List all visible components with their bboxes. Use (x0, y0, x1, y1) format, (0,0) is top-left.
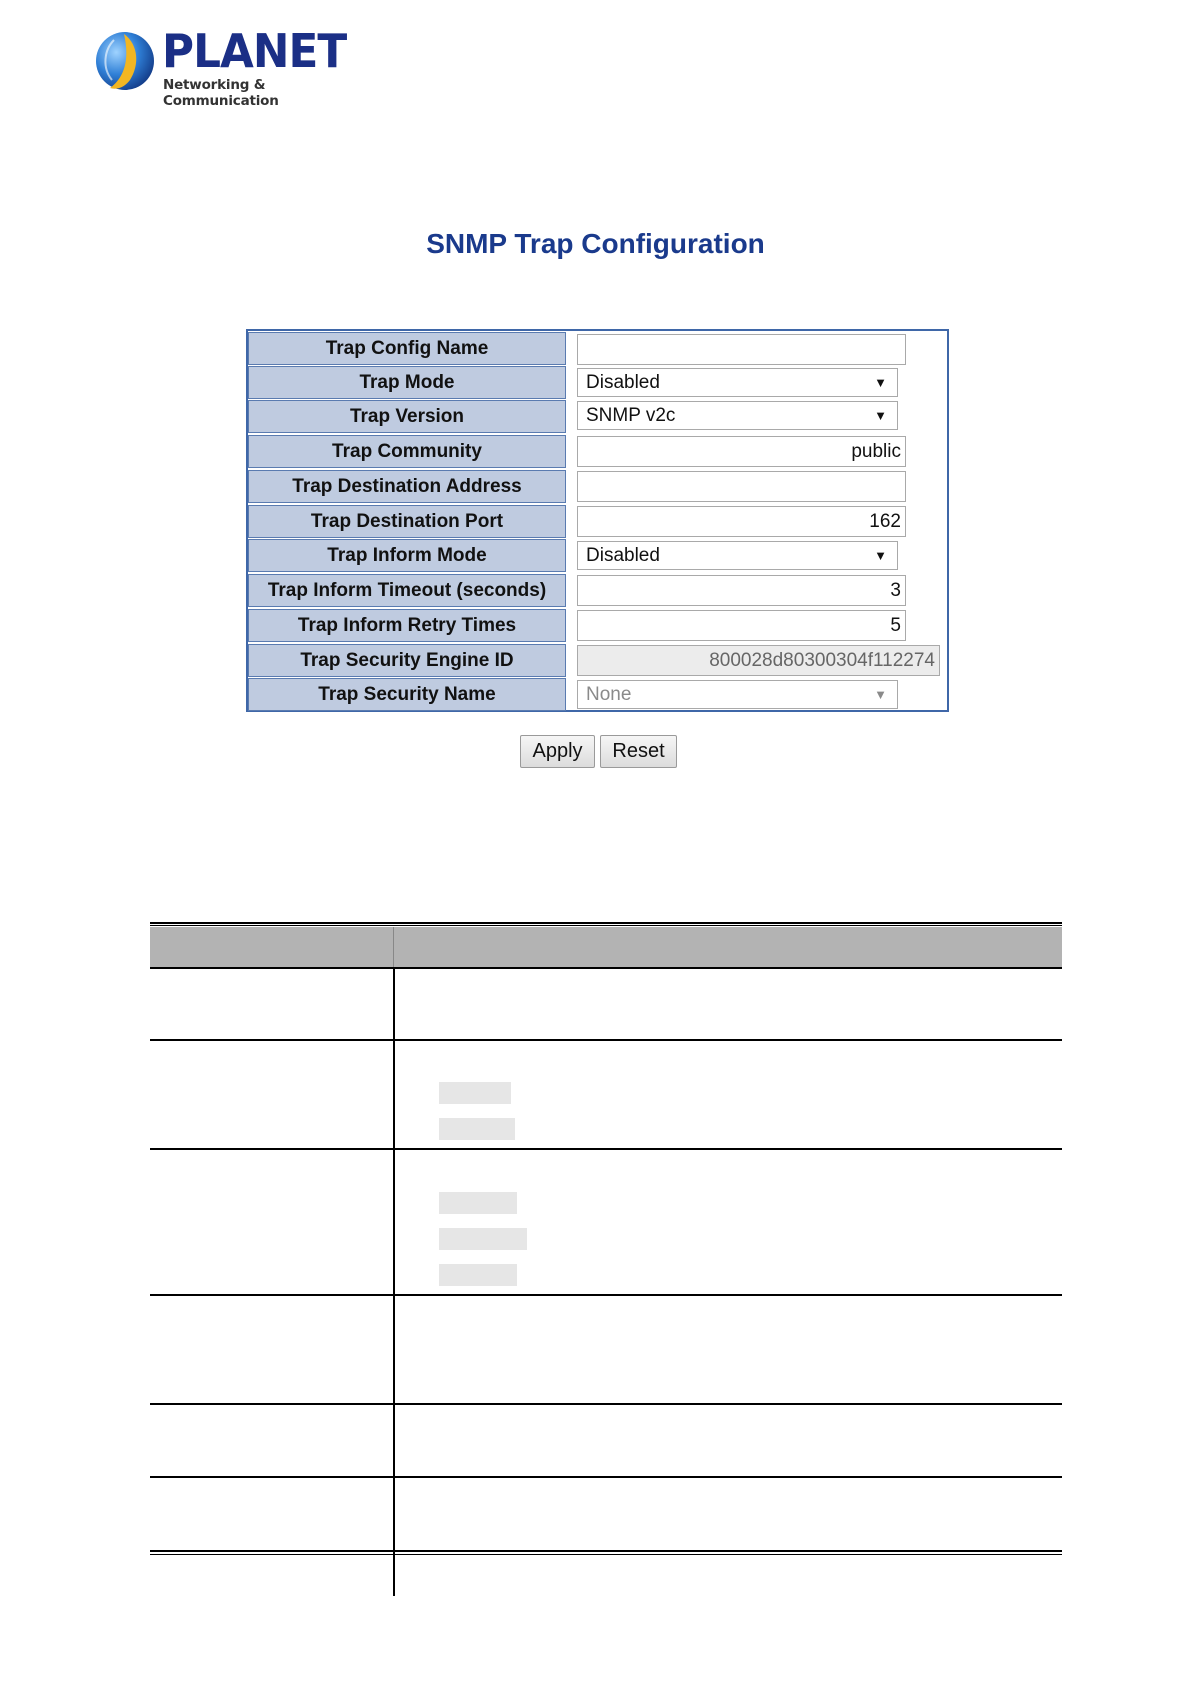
trap-inform-retry-times-input[interactable]: 5 (577, 610, 906, 641)
label-trap-destination-address: Trap Destination Address (248, 470, 566, 503)
label-trap-community: Trap Community (248, 435, 566, 468)
trap-version-value: SNMP v2c (586, 405, 676, 426)
row-trap-security-name (248, 677, 947, 710)
table-header (150, 927, 1062, 967)
trap-community-input[interactable]: public (577, 436, 906, 467)
logo-tagline: Networking & Communication (163, 77, 279, 109)
table-row-divider (150, 1294, 1062, 1296)
option-highlight (439, 1082, 511, 1104)
trap-security-name-select (577, 680, 898, 709)
label-trap-version: Trap Version (248, 400, 566, 433)
header-bottom-rule (150, 967, 1062, 969)
label-trap-inform-timeout: Trap Inform Timeout (seconds) (248, 574, 566, 607)
dropdown-arrow-icon: ▼ (874, 375, 887, 390)
row-trap-version (248, 399, 947, 432)
label-trap-security-name: Trap Security Name (248, 678, 566, 711)
apply-button[interactable]: Apply (520, 735, 595, 768)
dropdown-arrow-icon: ▼ (874, 408, 887, 423)
column-divider (393, 968, 395, 1596)
option-highlight (439, 1264, 517, 1286)
row-trap-mode (248, 365, 947, 398)
option-highlight (439, 1228, 527, 1250)
row-trap-destination-port (248, 504, 947, 537)
label-trap-inform-retry-times: Trap Inform Retry Times (248, 609, 566, 642)
trap-destination-port-input[interactable]: 162 (577, 506, 906, 537)
row-trap-community (248, 434, 947, 467)
trap-inform-timeout-input[interactable]: 3 (577, 575, 906, 606)
trap-config-name-input[interactable] (577, 334, 906, 365)
row-trap-inform-timeout (248, 573, 947, 606)
option-highlight (439, 1192, 517, 1214)
trap-inform-mode-select[interactable] (577, 541, 898, 570)
row-trap-config-name (248, 331, 947, 364)
trap-inform-mode-value: Disabled (586, 545, 660, 566)
trap-mode-select[interactable] (577, 368, 898, 397)
label-trap-inform-mode: Trap Inform Mode (248, 539, 566, 572)
table-row-divider (150, 1148, 1062, 1150)
trap-mode-value: Disabled (586, 372, 660, 393)
page-title: SNMP Trap Configuration (426, 228, 765, 259)
label-trap-destination-port: Trap Destination Port (248, 505, 566, 538)
label-trap-config-name: Trap Config Name (248, 332, 566, 365)
table-row-divider (150, 1476, 1062, 1478)
planet-logo (94, 24, 354, 109)
table-bottom-rule-inner (150, 1554, 1062, 1555)
header-column-divider (393, 927, 394, 967)
trap-security-engine-id-input: 800028d80300304f112274 (577, 645, 940, 676)
option-highlight (439, 1118, 515, 1140)
label-trap-security-engine-id: Trap Security Engine ID (248, 644, 566, 677)
label-trap-mode: Trap Mode (248, 366, 566, 399)
table-row-divider (150, 1403, 1062, 1405)
snmp-trap-config-form (246, 329, 949, 712)
trap-version-select[interactable] (577, 401, 898, 430)
row-trap-destination-address (248, 469, 947, 502)
reset-button[interactable]: Reset (600, 735, 677, 768)
dropdown-arrow-icon: ▼ (874, 687, 887, 702)
trap-security-name-value: None (586, 684, 632, 705)
table-top-rule-inner (150, 925, 1062, 926)
logo-wordmark: PLANET (162, 24, 347, 78)
globe-logo-icon (94, 30, 156, 92)
row-trap-inform-mode (248, 538, 947, 571)
table-bottom-rule (150, 1550, 1062, 1552)
trap-destination-address-input[interactable] (577, 471, 906, 502)
row-trap-inform-retry-times (248, 608, 947, 641)
table-top-rule (150, 922, 1062, 924)
dropdown-arrow-icon: ▼ (874, 548, 887, 563)
table-row-divider (150, 1039, 1062, 1041)
row-trap-security-engine-id (248, 643, 947, 676)
